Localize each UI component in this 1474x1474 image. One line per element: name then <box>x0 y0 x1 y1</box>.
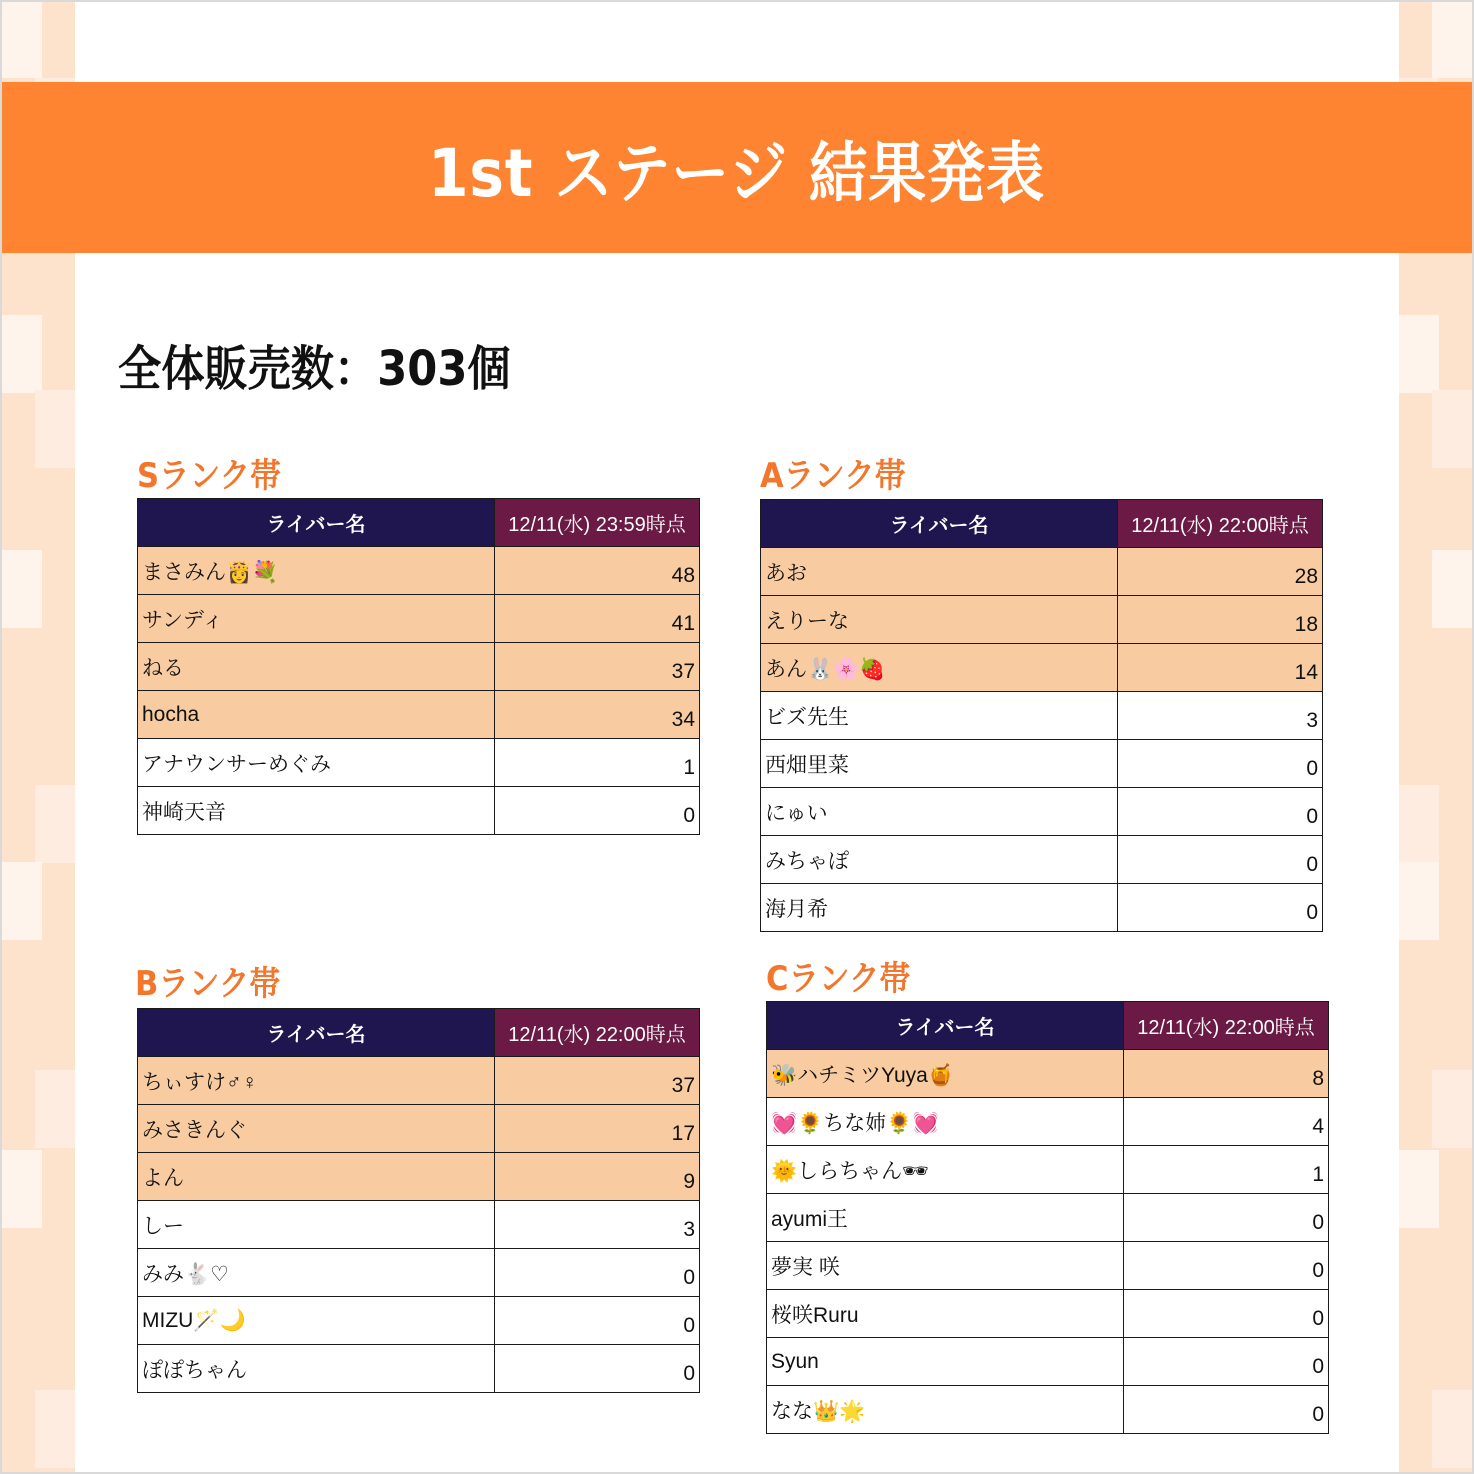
table-row <box>138 739 700 787</box>
sales-count-cell: 1 <box>1124 1146 1329 1194</box>
table-row <box>138 787 700 835</box>
table-row <box>767 1338 1329 1386</box>
table-row <box>138 1297 700 1345</box>
liver-name-cell: えりーな <box>761 596 1118 644</box>
rank-title-c: Cランク帯 <box>766 959 911 999</box>
sales-count-cell: 34 <box>495 691 700 739</box>
sales-count-cell: 37 <box>495 643 700 691</box>
sales-count-cell: 37 <box>495 1057 700 1105</box>
table-row <box>761 596 1323 644</box>
rank-title-s: Sランク帯 <box>137 456 281 496</box>
sales-count-cell: 0 <box>495 787 700 835</box>
title-banner <box>2 82 1472 253</box>
sales-count-cell: 0 <box>1118 836 1323 884</box>
rank-table-s <box>137 498 700 835</box>
sales-count-cell: 0 <box>495 1249 700 1297</box>
table-row <box>138 1105 700 1153</box>
table-row <box>138 1249 700 1297</box>
sales-count-cell: 28 <box>1118 548 1323 596</box>
liver-name-cell: 🐝ハチミツYuya🍯 <box>767 1050 1124 1098</box>
table-row <box>761 740 1323 788</box>
liver-name-cell: まさみん👸💐 <box>138 547 495 595</box>
column-header-name: ライバー名 <box>767 1002 1124 1050</box>
sales-count-cell: 3 <box>495 1201 700 1249</box>
table-row <box>767 1098 1329 1146</box>
sales-count-cell: 0 <box>495 1345 700 1393</box>
table-row <box>761 548 1323 596</box>
table-row <box>138 643 700 691</box>
liver-name-cell: ぽぽちゃん <box>138 1345 495 1393</box>
liver-name-cell: みみ🐇♡ <box>138 1249 495 1297</box>
rank-table-a <box>760 499 1323 932</box>
table-row <box>767 1194 1329 1242</box>
liver-name-cell: 桜咲Ruru <box>767 1290 1124 1338</box>
sales-count-cell: 0 <box>1124 1386 1329 1434</box>
total-sales: 全体販売数：303個 <box>118 341 511 397</box>
sales-count-cell: 0 <box>1124 1338 1329 1386</box>
sales-count-cell: 0 <box>1124 1290 1329 1338</box>
table-row <box>138 1153 700 1201</box>
rank-table-c <box>766 1001 1329 1434</box>
sales-count-cell: 0 <box>495 1297 700 1345</box>
liver-name-cell: MIZU🪄🌙 <box>138 1297 495 1345</box>
liver-name-cell: 夢実 咲 <box>767 1242 1124 1290</box>
table-row <box>767 1386 1329 1434</box>
table-row <box>138 547 700 595</box>
column-header-name: ライバー名 <box>138 1009 495 1057</box>
rank-title-a: Aランク帯 <box>760 456 906 496</box>
liver-name-cell: あん🐰🌸🍓 <box>761 644 1118 692</box>
liver-name-cell: ちぃすけ♂♀ <box>138 1057 495 1105</box>
column-header-time: 12/11(水) 22:00時点 <box>495 1009 700 1057</box>
rank-table-b <box>137 1008 700 1393</box>
sales-count-cell: 17 <box>495 1105 700 1153</box>
liver-name-cell: 💓🌻ちな姉🌻💓 <box>767 1098 1124 1146</box>
liver-name-cell: よん <box>138 1153 495 1201</box>
sales-count-cell: 0 <box>1118 740 1323 788</box>
column-header-time: 12/11(水) 22:00時点 <box>1124 1002 1329 1050</box>
table-row <box>767 1290 1329 1338</box>
table-row <box>138 1057 700 1105</box>
liver-name-cell: 海月希 <box>761 884 1118 932</box>
liver-name-cell: ねる <box>138 643 495 691</box>
liver-name-cell: 西畑里菜 <box>761 740 1118 788</box>
sales-count-cell: 3 <box>1118 692 1323 740</box>
liver-name-cell: ビズ先生 <box>761 692 1118 740</box>
column-header-time: 12/11(水) 22:00時点 <box>1118 500 1323 548</box>
table-row <box>761 836 1323 884</box>
liver-name-cell: あお <box>761 548 1118 596</box>
page-title: 1st ステージ 結果発表 <box>428 135 1046 212</box>
liver-name-cell: にゅい <box>761 788 1118 836</box>
liver-name-cell: Syun <box>767 1338 1124 1386</box>
liver-name-cell: みちゃぽ <box>761 836 1118 884</box>
table-row <box>138 691 700 739</box>
sales-count-cell: 1 <box>495 739 700 787</box>
sales-count-cell: 0 <box>1124 1194 1329 1242</box>
sales-count-cell: 8 <box>1124 1050 1329 1098</box>
liver-name-cell: ayumi王 <box>767 1194 1124 1242</box>
table-row <box>767 1050 1329 1098</box>
table-row <box>767 1242 1329 1290</box>
sales-count-cell: 14 <box>1118 644 1323 692</box>
column-header-time: 12/11(水) 23:59時点 <box>495 499 700 547</box>
sales-count-cell: 48 <box>495 547 700 595</box>
sales-count-cell: 18 <box>1118 596 1323 644</box>
liver-name-cell: アナウンサーめぐみ <box>138 739 495 787</box>
sales-count-cell: 41 <box>495 595 700 643</box>
table-row <box>138 595 700 643</box>
table-row <box>138 1345 700 1393</box>
liver-name-cell: しー <box>138 1201 495 1249</box>
table-row <box>761 644 1323 692</box>
table-row <box>761 788 1323 836</box>
liver-name-cell: hocha <box>138 691 495 739</box>
sales-count-cell: 0 <box>1118 884 1323 932</box>
liver-name-cell: 🌞しらちゃん🕶 <box>767 1146 1124 1194</box>
liver-name-cell: みさきんぐ <box>138 1105 495 1153</box>
table-row <box>761 692 1323 740</box>
liver-name-cell: サンディ <box>138 595 495 643</box>
sales-count-cell: 0 <box>1118 788 1323 836</box>
sales-count-cell: 9 <box>495 1153 700 1201</box>
table-row <box>767 1146 1329 1194</box>
table-row <box>138 1201 700 1249</box>
sales-count-cell: 4 <box>1124 1098 1329 1146</box>
table-row <box>761 884 1323 932</box>
column-header-name: ライバー名 <box>138 499 495 547</box>
liver-name-cell: なな👑🌟 <box>767 1386 1124 1434</box>
column-header-name: ライバー名 <box>761 500 1118 548</box>
liver-name-cell: 神崎天音 <box>138 787 495 835</box>
rank-title-b: Bランク帯 <box>135 964 281 1004</box>
sales-count-cell: 0 <box>1124 1242 1329 1290</box>
